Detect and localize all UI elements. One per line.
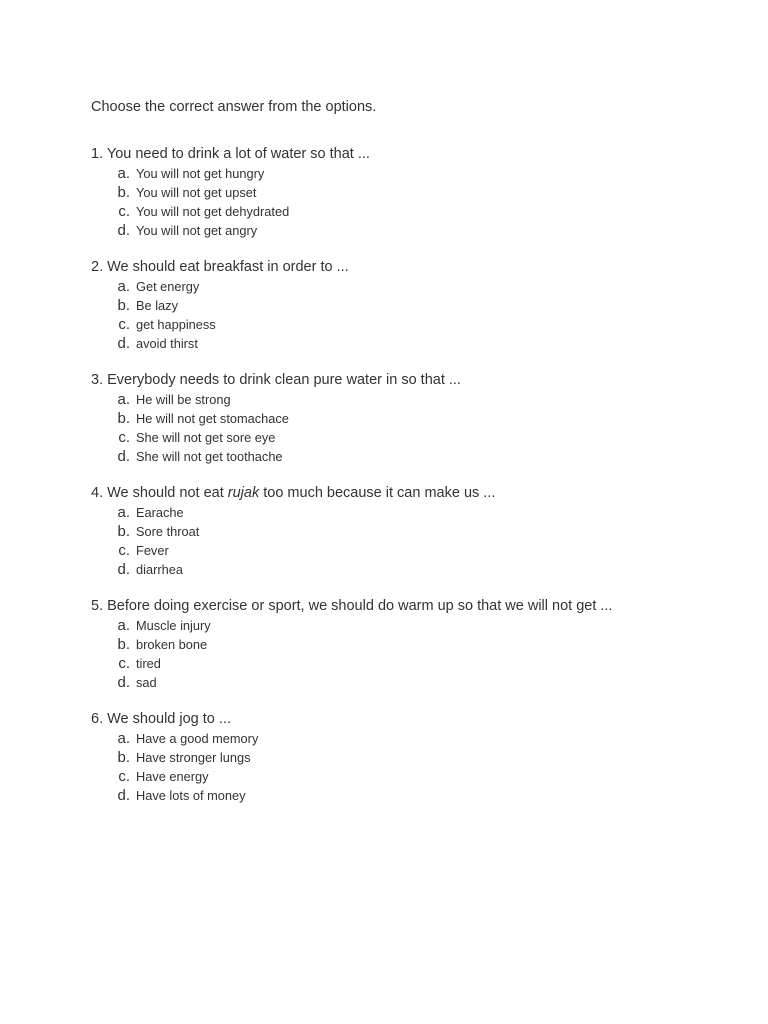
question-text xyxy=(91,144,751,164)
option-letter: d. xyxy=(117,674,130,691)
question-italic-word: rujak xyxy=(227,485,260,501)
question-3 xyxy=(91,370,751,466)
option-letter: b. xyxy=(117,297,130,314)
option-letter: c. xyxy=(118,203,130,220)
option-d xyxy=(91,560,751,579)
question-number: 6. xyxy=(91,711,104,727)
option-letter: d. xyxy=(117,448,130,465)
option-a xyxy=(91,729,751,748)
option-text: diarrhea xyxy=(136,562,183,577)
option-c xyxy=(91,202,751,221)
option-c xyxy=(91,654,751,673)
option-text: You will not get dehydrated xyxy=(136,204,290,219)
option-letter: a. xyxy=(117,504,130,521)
option-c xyxy=(91,428,751,447)
option-b xyxy=(91,522,751,541)
option-list xyxy=(91,164,751,240)
question-text xyxy=(91,709,751,729)
option-text: Have stronger lungs xyxy=(136,750,251,765)
option-letter: d. xyxy=(117,222,130,239)
option-text: get happiness xyxy=(136,317,216,332)
option-list xyxy=(91,616,751,692)
question-number: 1. xyxy=(91,146,104,162)
option-list xyxy=(91,390,751,466)
option-c xyxy=(91,767,751,786)
option-b xyxy=(91,635,751,654)
question-number: 2. xyxy=(91,259,104,275)
option-letter: c. xyxy=(118,429,130,446)
option-letter: d. xyxy=(117,335,130,352)
option-c xyxy=(91,315,751,334)
option-b xyxy=(91,296,751,315)
option-text: Fever xyxy=(136,543,169,558)
option-letter: a. xyxy=(117,391,130,408)
question-stem: You need to drink a lot of water so that ... xyxy=(106,146,370,162)
option-a xyxy=(91,390,751,409)
option-c xyxy=(91,541,751,560)
option-letter: a. xyxy=(117,730,130,747)
option-letter: a. xyxy=(117,165,130,182)
question-number: 4. xyxy=(91,485,104,501)
option-a xyxy=(91,164,751,183)
question-stem: Before doing exercise or sport, we should do warm up so that we will not get ... xyxy=(107,598,613,614)
option-letter: d. xyxy=(117,561,130,578)
option-text: Have energy xyxy=(136,769,209,784)
question-6 xyxy=(91,709,751,805)
question-stem-end: too much because it can make us ... xyxy=(259,485,496,501)
option-d xyxy=(91,221,751,240)
option-letter: c. xyxy=(118,768,130,785)
option-text: Earache xyxy=(136,505,184,520)
question-stem: We should eat breakfast in order to ... xyxy=(107,259,349,275)
option-letter: c. xyxy=(118,655,130,672)
worksheet-page xyxy=(91,97,751,822)
option-letter: b. xyxy=(117,410,130,427)
question-number: 5. xyxy=(91,598,104,614)
question-text xyxy=(91,370,751,390)
option-letter: b. xyxy=(117,184,130,201)
question-text xyxy=(91,596,751,616)
option-a xyxy=(91,277,751,296)
question-text xyxy=(91,483,751,503)
option-text: avoid thirst xyxy=(136,336,198,351)
option-text: Have a good memory xyxy=(136,731,259,746)
option-letter: b. xyxy=(117,749,130,766)
option-letter: d. xyxy=(117,787,130,804)
option-text: You will not get angry xyxy=(136,223,258,238)
option-b xyxy=(91,409,751,428)
question-2 xyxy=(91,257,751,353)
option-letter: c. xyxy=(118,316,130,333)
option-text: Have lots of money xyxy=(136,788,246,803)
option-text: You will not get upset xyxy=(136,185,257,200)
option-b xyxy=(91,183,751,202)
question-5 xyxy=(91,596,751,692)
option-text: He will be strong xyxy=(136,392,231,407)
option-text: Get energy xyxy=(136,279,200,294)
option-text: Sore throat xyxy=(136,524,200,539)
option-letter: a. xyxy=(117,278,130,295)
option-d xyxy=(91,334,751,353)
option-list xyxy=(91,503,751,579)
option-text: Be lazy xyxy=(136,298,178,313)
option-text: sad xyxy=(136,675,157,690)
instruction-text: Choose the correct answer from the options. xyxy=(91,99,377,115)
option-list xyxy=(91,277,751,353)
option-letter: b. xyxy=(117,636,130,653)
question-stem: Everybody needs to drink clean pure water in so that ... xyxy=(107,372,461,388)
option-letter: c. xyxy=(118,542,130,559)
option-letter: b. xyxy=(117,523,130,540)
question-1 xyxy=(91,144,751,240)
option-text: She will not get toothache xyxy=(136,449,283,464)
option-letter: a. xyxy=(117,617,130,634)
option-b xyxy=(91,748,751,767)
question-text xyxy=(91,257,751,277)
question-stem: We should not eat xyxy=(107,485,228,501)
option-text: She will not get sore eye xyxy=(136,430,276,445)
option-d xyxy=(91,673,751,692)
question-stem: We should jog to ... xyxy=(107,711,231,727)
option-d xyxy=(91,786,751,805)
question-4 xyxy=(91,483,751,579)
option-a xyxy=(91,616,751,635)
question-number: 3. xyxy=(91,372,104,388)
option-text: tired xyxy=(136,656,161,671)
option-a xyxy=(91,503,751,522)
option-d xyxy=(91,447,751,466)
option-text: broken bone xyxy=(136,637,208,652)
option-list xyxy=(91,729,751,805)
option-text: Muscle injury xyxy=(136,618,211,633)
option-text: He will not get stomachace xyxy=(136,411,289,426)
option-text: You will not get hungry xyxy=(136,166,265,181)
